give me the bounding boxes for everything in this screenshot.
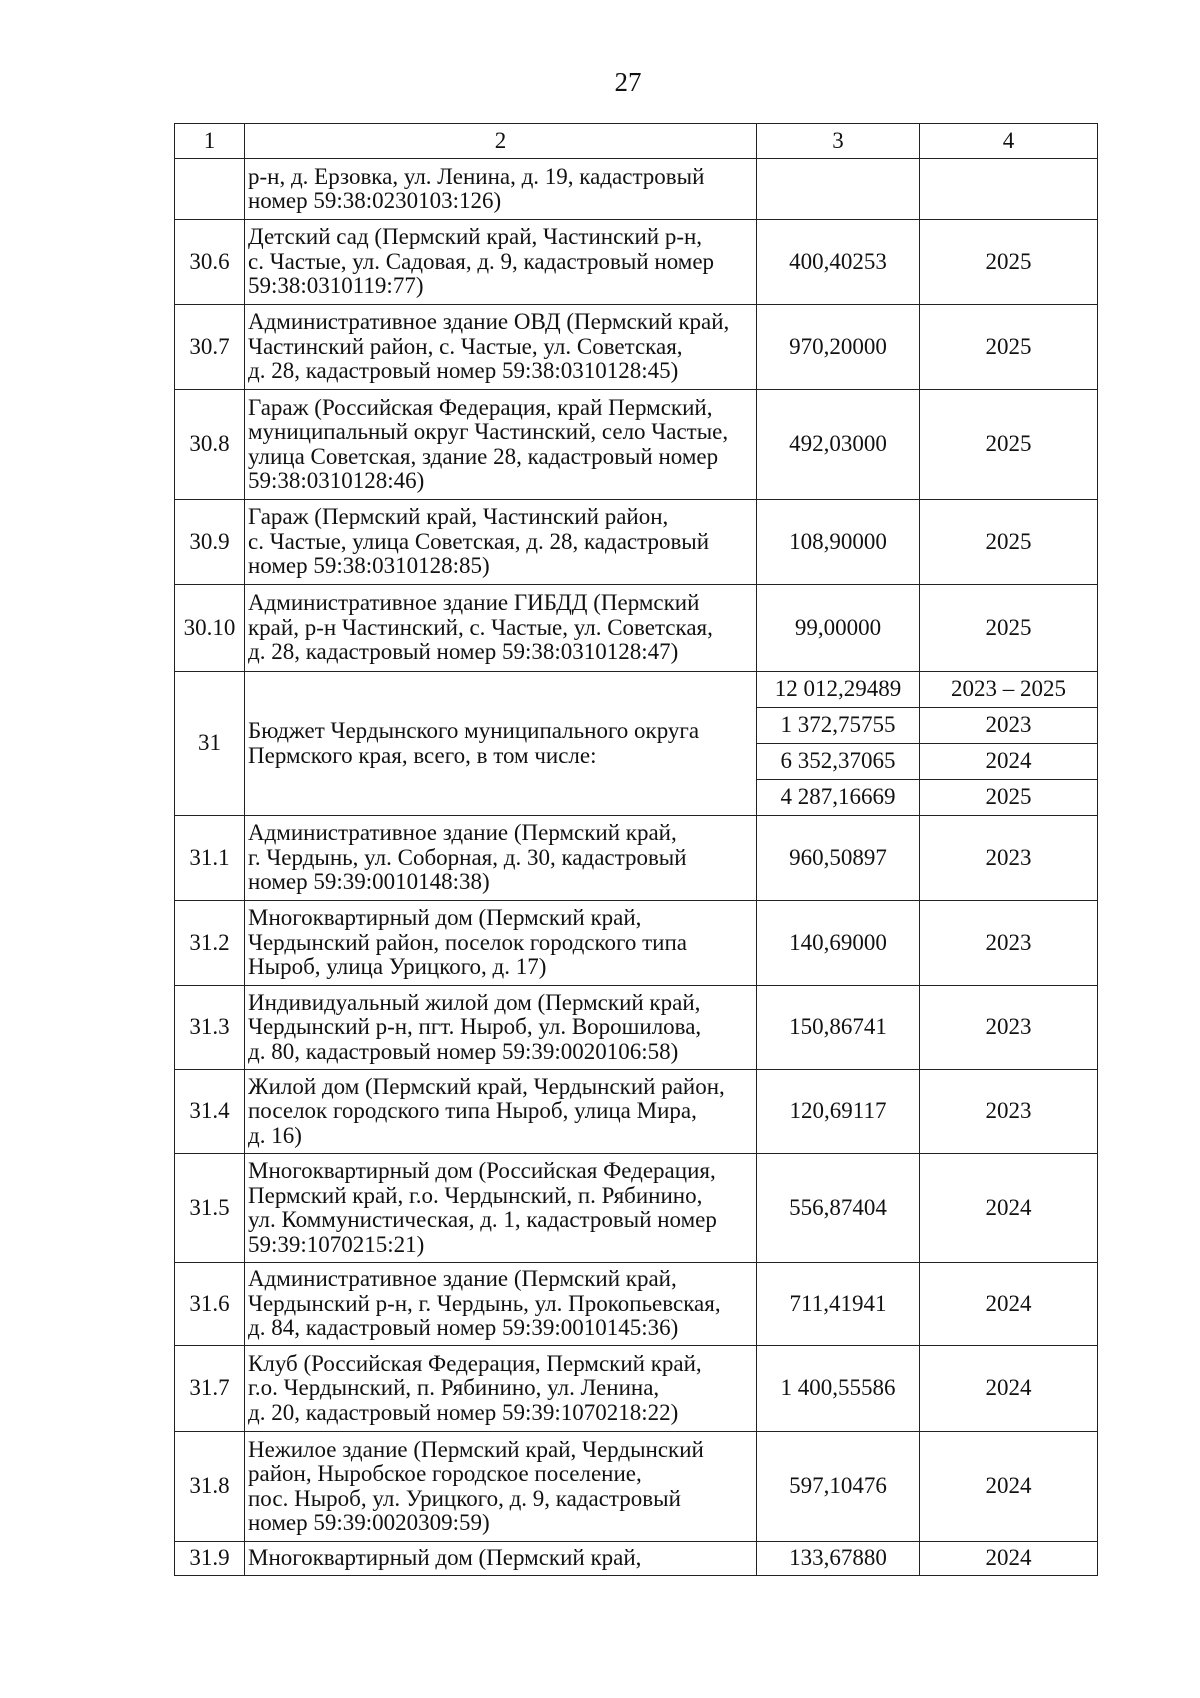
row-year: 2024 (920, 1542, 1098, 1576)
row-value: 597,10476 (757, 1432, 920, 1542)
row-year: 2025 (920, 220, 1098, 305)
row-number: 31.6 (175, 1263, 245, 1346)
row-number: 31.8 (175, 1432, 245, 1542)
row-value: 108,90000 (757, 500, 920, 585)
budget-year: 2023 – 2025 (920, 672, 1098, 708)
row-value: 960,50897 (757, 816, 920, 901)
table-row (175, 986, 1098, 1070)
row-year: 2024 (920, 1432, 1098, 1542)
row-number: 30.6 (175, 220, 245, 305)
page-number: 27 (614, 67, 642, 97)
table-row (175, 901, 1098, 986)
row-number: 30.7 (175, 305, 245, 390)
row-value: 120,69117 (757, 1070, 920, 1154)
row-year (920, 159, 1098, 220)
table-row (175, 1542, 1098, 1576)
row-description: Административное здание ОВД (Пермский край, Частинский район, с. Частые, ул. Советская, д. 28, кадастровый номер 59:38:0310128:45) (245, 305, 757, 390)
row-description: Административное здание (Пермский край, Чердынский р-н, г. Чердынь, ул. Прокопьевская, д. 84, кадастровый номер 59:39:0010145:36) (245, 1263, 757, 1346)
table-row (175, 585, 1098, 672)
table-row (175, 1263, 1098, 1346)
row-value: 133,67880 (757, 1542, 920, 1576)
header-cell: 2 (245, 124, 757, 159)
row-year: 2023 (920, 816, 1098, 901)
header-cell: 3 (757, 124, 920, 159)
table-row (175, 1154, 1098, 1263)
row-year: 2025 (920, 390, 1098, 500)
budget-number: 31 (175, 672, 245, 816)
row-description: Многоквартирный дом (Пермский край, (245, 1542, 757, 1576)
row-year: 2023 (920, 1070, 1098, 1154)
row-number: 31.1 (175, 816, 245, 901)
table-row (175, 500, 1098, 585)
row-value: 711,41941 (757, 1263, 920, 1346)
row-year: 2025 (920, 305, 1098, 390)
row-description: р-н, д. Ерзовка, ул. Ленина, д. 19, кадастровый номер 59:38:0230103:126) (245, 159, 757, 220)
table-row (175, 816, 1098, 901)
row-year: 2024 (920, 1346, 1098, 1432)
header-cell: 1 (175, 124, 245, 159)
row-number: 30.10 (175, 585, 245, 672)
budget-year: 2024 (920, 744, 1098, 780)
budget-year: 2025 (920, 780, 1098, 816)
row-number: 31.5 (175, 1154, 245, 1263)
row-year: 2024 (920, 1263, 1098, 1346)
row-description: Гараж (Пермский край, Частинский район, с. Частые, улица Советская, д. 28, кадастровый номер 59:38:0310128:85) (245, 500, 757, 585)
budget-value: 4 287,16669 (757, 780, 920, 816)
table-row (175, 1346, 1098, 1432)
row-number: 30.9 (175, 500, 245, 585)
table-row (175, 1432, 1098, 1542)
budget-description: Бюджет Чердынского муниципального округа Пермского края, всего, в том числе: (245, 672, 757, 816)
row-description: Индивидуальный жилой дом (Пермский край, Чердынский р-н, пгт. Ныроб, ул. Ворошилова, д. 80, кадастровый номер 59:39:0020106:58) (245, 986, 757, 1070)
row-description: Детский сад (Пермский край, Частинский р-н, с. Частые, ул. Садовая, д. 9, кадастровый номер 59:38:0310119:77) (245, 220, 757, 305)
row-year: 2023 (920, 901, 1098, 986)
row-description: Клуб (Российская Федерация, Пермский край, г.о. Чердынский, п. Рябинино, ул. Ленина, д. 20, кадастровый номер 59:39:1070218:22) (245, 1346, 757, 1432)
table-row (175, 220, 1098, 305)
row-value: 970,20000 (757, 305, 920, 390)
row-value: 556,87404 (757, 1154, 920, 1263)
row-number (175, 159, 245, 220)
row-number: 31.3 (175, 986, 245, 1070)
row-description: Административное здание ГИБДД (Пермский край, р-н Частинский, с. Частые, ул. Советская, д. 28, кадастровый номер 59:38:0310128:47) (245, 585, 757, 672)
row-number: 31.7 (175, 1346, 245, 1432)
table-row (175, 1070, 1098, 1154)
row-number: 31.4 (175, 1070, 245, 1154)
row-year: 2025 (920, 500, 1098, 585)
row-value: 150,86741 (757, 986, 920, 1070)
row-year: 2023 (920, 986, 1098, 1070)
row-value: 1 400,55586 (757, 1346, 920, 1432)
row-description: Гараж (Российская Федерация, край Пермский, муниципальный округ Частинский, село Частые, улица Советская, здание 28, кадастровый номер 59:38:0310128:46) (245, 390, 757, 500)
budget-value: 12 012,29489 (757, 672, 920, 708)
table-header-row (175, 124, 1098, 159)
row-number: 31.9 (175, 1542, 245, 1576)
header-cell: 4 (920, 124, 1098, 159)
row-value: 492,03000 (757, 390, 920, 500)
row-description: Многоквартирный дом (Российская Федерация, Пермский край, г.о. Чердынский, п. Рябинино, ул. Коммунистическая, д. 1, кадастровый номер 59:39:1070215:21) (245, 1154, 757, 1263)
table-row (175, 159, 1098, 220)
objects-table (174, 123, 1098, 1576)
row-value: 140,69000 (757, 901, 920, 986)
row-value (757, 159, 920, 220)
row-description: Жилой дом (Пермский край, Чердынский район, поселок городского типа Ныроб, улица Мира, д. 16) (245, 1070, 757, 1154)
budget-row (175, 672, 1098, 708)
table-row (175, 305, 1098, 390)
row-value: 99,00000 (757, 585, 920, 672)
row-year: 2024 (920, 1154, 1098, 1263)
row-description: Нежилое здание (Пермский край, Чердынский район, Ныробское городское поселение, пос. Ныроб, ул. Урицкого, д. 9, кадастровый номер 59:39:0020309:59) (245, 1432, 757, 1542)
table-row (175, 390, 1098, 500)
row-number: 31.2 (175, 901, 245, 986)
row-value: 400,40253 (757, 220, 920, 305)
row-number: 30.8 (175, 390, 245, 500)
row-description: Административное здание (Пермский край, г. Чердынь, ул. Соборная, д. 30, кадастровый номер 59:39:0010148:38) (245, 816, 757, 901)
budget-value: 6 352,37065 (757, 744, 920, 780)
budget-value: 1 372,75755 (757, 708, 920, 744)
row-description: Многоквартирный дом (Пермский край, Чердынский район, поселок городского типа Ныроб, улица Урицкого, д. 17) (245, 901, 757, 986)
budget-year: 2023 (920, 708, 1098, 744)
row-year: 2025 (920, 585, 1098, 672)
